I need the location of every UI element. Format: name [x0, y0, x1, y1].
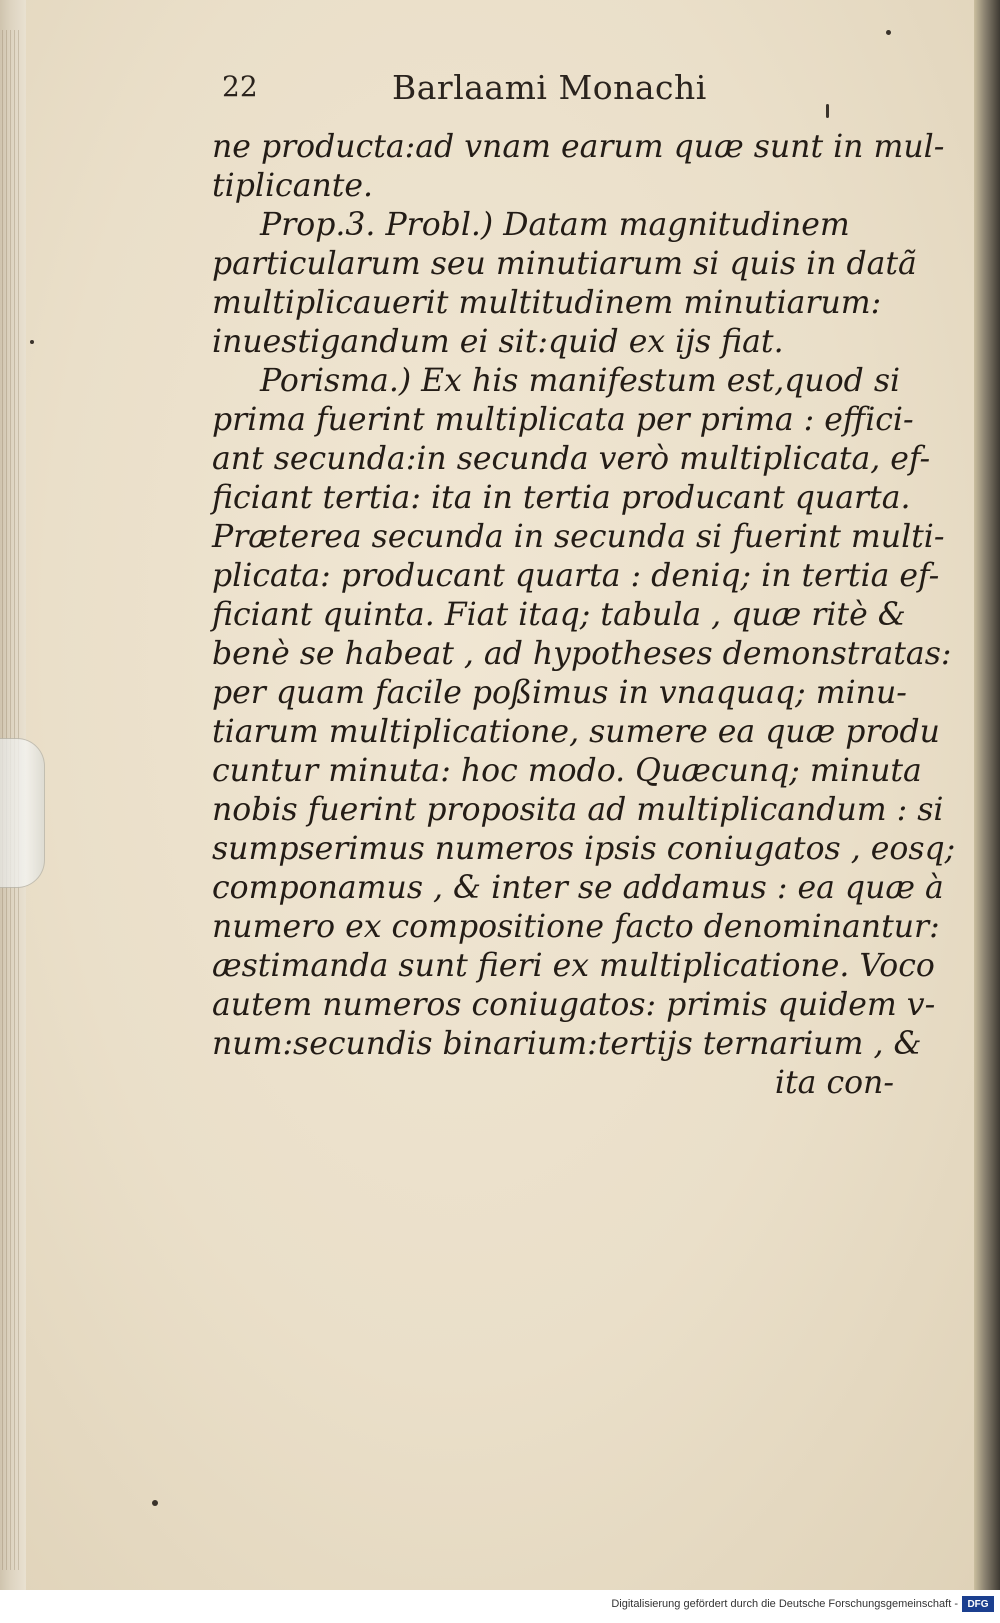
text-line: cuntur minuta: hoc modo. Quæcunq; minuta	[212, 753, 922, 789]
text-line: tiplicante.	[212, 168, 374, 204]
ink-speck	[886, 30, 891, 35]
book-gutter	[974, 0, 1000, 1590]
text-line: ficiant quinta. Fiat itaq; tabula , quæ ritè &	[212, 597, 906, 633]
page-clip	[0, 738, 45, 888]
text-line: Prop.3. Probl.) Datam magnitudinem	[260, 207, 850, 243]
text-line: Porisma.) Ex his manifestum est,quod si	[260, 363, 901, 399]
page-header	[222, 60, 942, 120]
text-line: benè se habeat , ad hypotheses demonstratas:	[212, 636, 952, 672]
text-line: æstimanda sunt fieri ex multiplicatione. Voco	[212, 948, 935, 984]
ink-speck	[30, 340, 34, 344]
text-line: tiarum multiplicatione, sumere ea quæ produ	[212, 714, 940, 750]
text-line: multiplicauerit multitudinem minutiarum:	[212, 285, 882, 321]
text-line: prima fuerint multiplicata per prima : effici-	[212, 402, 914, 438]
text-line: num:secundis binarium:tertijs ternarium , &	[212, 1026, 922, 1062]
text-line: ne producta:ad vnam earum quæ sunt in mul-	[212, 129, 945, 165]
text-line: nobis fuerint proposita ad multiplicandum : si	[212, 792, 944, 828]
text-line: autem numeros coniugatos: primis quidem v-	[212, 987, 936, 1023]
dfg-logo: DFG	[962, 1596, 994, 1612]
ink-speck	[152, 1500, 158, 1506]
text-line: particularum seu minutiarum si quis in datã	[212, 246, 917, 282]
text-line: inuestigandum ei sit:quid ex ijs fiat.	[212, 324, 784, 360]
text-line: numero ex compositione facto denominantur:	[212, 909, 940, 945]
footer-bar	[0, 1590, 1000, 1623]
funding-credit: Digitalisierung gefördert durch die Deutsche Forschungsgemeinschaft -	[611, 1598, 958, 1610]
text-line: ant secunda:in secunda verò multiplicata, ef-	[212, 441, 931, 477]
ink-speck	[826, 104, 829, 118]
body-text	[212, 128, 956, 1103]
page-number: 22	[222, 70, 258, 103]
text-line: plicata: producant quarta : deniq; in tertia ef-	[212, 558, 940, 594]
running-head: Barlaami Monachi	[392, 68, 707, 107]
text-line: ficiant tertia: ita in tertia producant quarta.	[212, 480, 911, 516]
text-line: componamus , & inter se addamus : ea quæ à	[212, 870, 944, 906]
text-line: Præterea secunda in secunda si fuerint multi-	[212, 519, 945, 555]
text-line: sumpserimus numeros ipsis coniugatos , eosq;	[212, 831, 956, 867]
catchword: ita con-	[774, 1065, 894, 1101]
text-line: per quam facile poßimus in vnaquaq; minu-	[212, 675, 907, 711]
